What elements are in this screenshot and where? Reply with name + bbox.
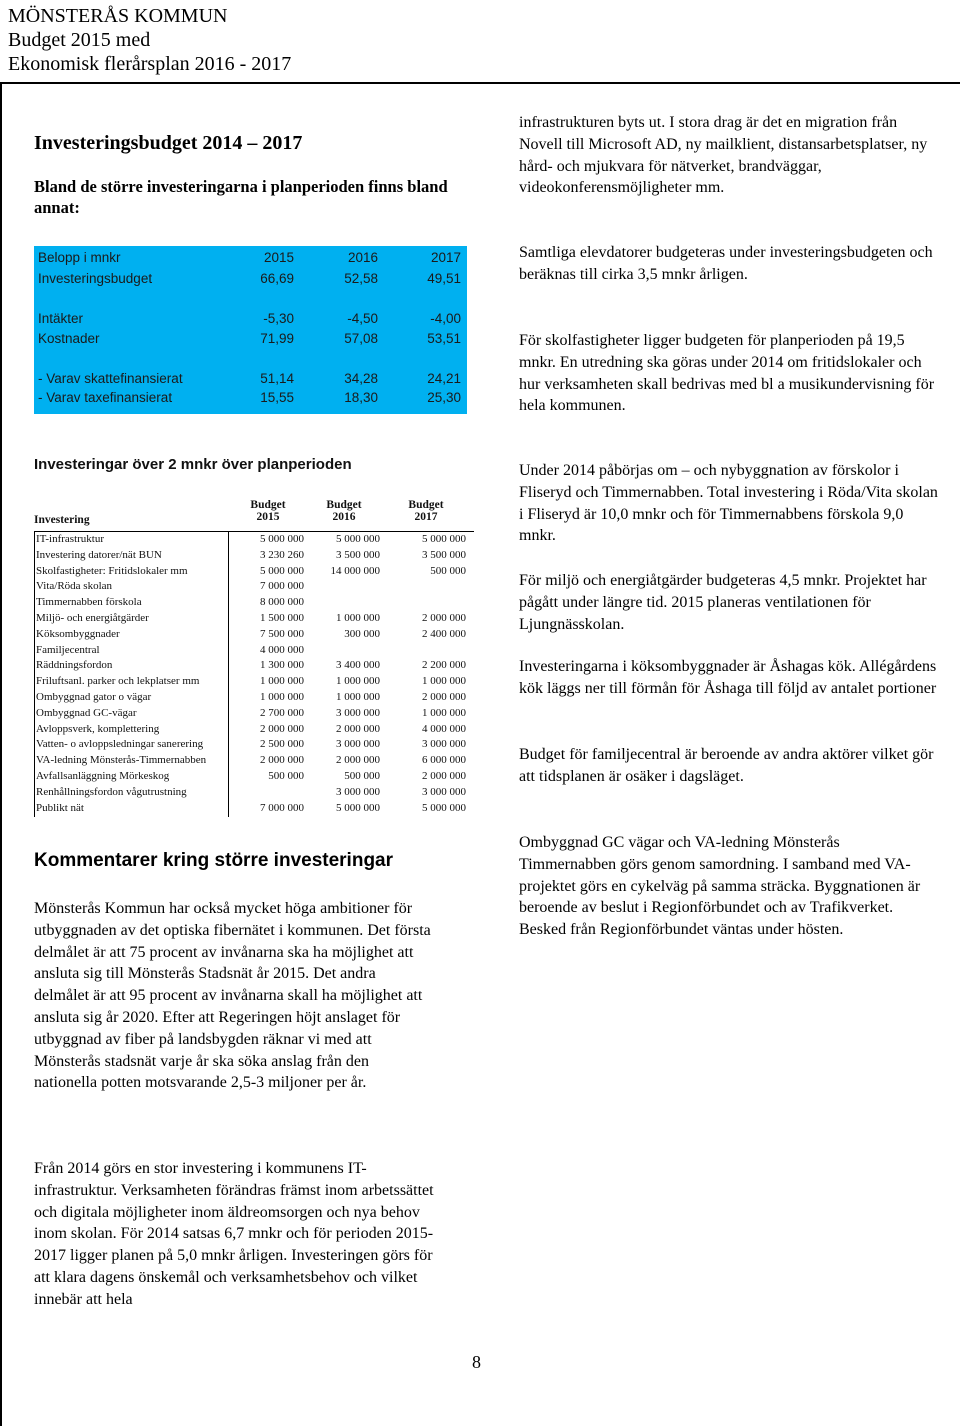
summary-value: 15,55 (260, 390, 294, 405)
investment-name: Vita/Röda skolan (36, 580, 113, 593)
budget-2015-value: 5 000 000 (260, 533, 304, 545)
summary-row-label: Intäkter (38, 311, 84, 326)
budget-2015-value: 2 000 000 (260, 754, 304, 767)
summary-row-label: Kostnader (38, 331, 100, 346)
budget-2015-value: 8 000 000 (260, 596, 304, 609)
paragraph-infra-migration: infrastrukturen byts ut. I stora drag är det en migration från Novell till Microsoft AD, ny mailklient, distansarbetsplatser, ny hård- och mjukvara för nätverket, brandväggar, videokonferensmöjligheter mm. (519, 114, 928, 197)
investment-name: Skolfastigheter: Fritidslokaler mm (36, 564, 188, 577)
col-header-budget-2017 (404, 499, 448, 523)
summary-value: -4,00 (430, 311, 461, 326)
investment-row (34, 737, 474, 753)
col-header-budget-2015 (246, 499, 290, 523)
paragraph-school-buildings: För skolfastigheter ligger budgeten för planperioden på 19,5 mnkr. En utredning ska göras under 2014 om fritidslokaler och hur verksamheten skall bedrivas med bl a musikundervisning för hela kommunen. (519, 332, 935, 415)
budget-2016-value: 5 000 000 (336, 533, 380, 545)
paragraph-fiber: Mönsterås Kommun har också mycket höga ambitioner för utbyggnaden av det optiska fibernätet i kommunen. Det första delmålet är att 75 procent av invånarna ska ha möjlighet att ansluta sig till Mönsterås Stadsnät år 2015. Det andra delmålet är att 95 procent av invånarna skall ha möjlighet att ansluta sig år 2020. Efter att Regeringen höjt anslaget för utbyggnad av fiber på landsbygden räknar vi med att Mönsterås stadsnät varje år ska söka anslag från den nationella potten motsvarande 2,5-3 miljoner per år. (34, 900, 431, 1092)
budget-2017-value: 6 000 000 (422, 754, 466, 767)
budget-2016-value: 3 500 000 (336, 548, 380, 561)
investment-row (34, 548, 474, 564)
summary-row (34, 371, 467, 389)
summary-row (34, 271, 467, 289)
document-header (8, 4, 952, 76)
summary-row-label: - Varav taxefinansierat (38, 390, 173, 405)
investment-row (34, 643, 474, 659)
paragraph-energy: För miljö och energiåtgärder budgeteras 4,5 mnkr. Projektet har pågått under längre tid. 2015 planeras ventilationen för Ljungnässkolan. (519, 572, 927, 633)
left-margin-rule (0, 84, 2, 1426)
paragraph-family-center: Budget för familjecentral är beroende av andra aktörer vilket gör att tidsplanen är osäker i dagsläget. (519, 746, 934, 785)
budget-2017-value: 2 200 000 (422, 659, 466, 672)
investment-name: Köksombyggnader (36, 627, 120, 640)
budget-2016-value: 2 000 000 (336, 754, 380, 767)
paragraph-kitchens: Investeringarna i köksombyggnader är Åshagas kök. Allégårdens kök läggs ner till förmån för Åshaga till följd av antalet portioner (519, 658, 937, 697)
col-header-budget-2016 (322, 499, 366, 523)
budget-2016-value: 3 400 000 (336, 659, 380, 672)
budget-2016-value: 3 000 000 (336, 706, 380, 719)
budget-2015-value: 1 500 000 (260, 611, 304, 624)
paragraph-student-computers: Samtliga elevdatorer budgeteras under investeringsbudgeten och beräknas till cirka 3,5 mnkr årligen. (519, 244, 933, 283)
summary-value: 57,08 (344, 331, 378, 346)
investment-row (34, 532, 474, 548)
budget-2017-value: 1 000 000 (422, 675, 466, 688)
summary-row (34, 311, 467, 329)
summary-header-2015: 2015 (263, 250, 294, 265)
budget-2017-value: 3 500 000 (422, 548, 466, 561)
summary-value: -4,50 (347, 311, 378, 326)
investment-row (34, 579, 474, 595)
investment-row (34, 611, 474, 627)
budget-2016-value: 2 000 000 (336, 722, 380, 735)
summary-value: 53,51 (427, 331, 461, 346)
budget-word: Budget (408, 499, 444, 511)
header-plan: Ekonomisk flerårsplan 2016 - 2017 (8, 53, 292, 75)
budget-2017-value: 500 000 (430, 564, 466, 577)
comments-title: Kommentarer kring större investeringar (34, 850, 394, 871)
page-number: 8 (472, 1352, 481, 1372)
budget-2015-value: 2 500 000 (260, 738, 304, 751)
budget-2015-value: 500 000 (268, 769, 304, 782)
investment-row (34, 690, 474, 706)
investments-table (34, 497, 474, 816)
budget-2015-value: 7 500 000 (260, 627, 304, 640)
investment-name: Räddningsfordon (36, 659, 113, 672)
summary-value: 18,30 (344, 390, 378, 405)
investment-name: Renhållningsfordon vågutrustning (36, 785, 187, 798)
budget-2016-value: 1 000 000 (336, 611, 380, 624)
summary-value: 49,51 (427, 271, 461, 286)
budget-2016-value: 5 000 000 (336, 801, 380, 814)
budget-2017-value: 5 000 000 (422, 533, 466, 545)
budget-2016-value: 500 000 (344, 769, 380, 782)
investment-name: Familjecentral (36, 643, 100, 656)
investment-row (34, 595, 474, 611)
investment-row (34, 564, 474, 580)
investment-name: Ombyggnad GC-vägar (36, 706, 137, 719)
investments-title: Investeringar över 2 mnkr över planperioden (34, 456, 352, 473)
section-intro: Bland de större investeringarna i planperioden finns bland annat: (34, 177, 448, 217)
investment-row (34, 658, 474, 674)
budget-2015-value: 1 000 000 (260, 690, 304, 703)
budget-2015-value: 2 000 000 (260, 722, 304, 735)
investment-name: VA-ledning Mönsterås-Timmernabben (36, 754, 207, 767)
year-2017: 2017 (414, 511, 438, 523)
summary-value: 51,14 (260, 371, 294, 386)
year-2015: 2015 (256, 511, 280, 523)
investment-name: Ombyggnad gator o vägar (36, 690, 152, 703)
summary-row (34, 390, 467, 408)
summary-header-2016: 2016 (347, 250, 378, 265)
investment-name: Timmernabben förskola (36, 596, 142, 609)
header-rule (0, 82, 960, 84)
summary-table (34, 246, 467, 414)
budget-2017-value: 3 000 000 (422, 738, 466, 751)
summary-value: -5,30 (263, 311, 294, 326)
year-2016: 2016 (332, 511, 356, 523)
investments-table-header (34, 497, 474, 532)
summary-value: 24,21 (427, 371, 461, 386)
investment-name: Vatten- o avloppsledningar sanerering (36, 738, 204, 751)
budget-2017-value: 3 000 000 (422, 785, 466, 798)
investment-row (34, 785, 474, 801)
budget-2015-value: 1 000 000 (260, 675, 304, 688)
summary-value: 71,99 (260, 331, 294, 346)
budget-2017-value: 1 000 000 (422, 706, 466, 719)
investment-name: Avloppsverk, komplettering (36, 722, 160, 735)
budget-2017-value: 2 000 000 (422, 611, 466, 624)
summary-row (34, 331, 467, 349)
summary-header-row (34, 250, 467, 268)
left-column-top (34, 130, 484, 218)
budget-2016-value: 1 000 000 (336, 675, 380, 688)
col-header-investment: Investering (34, 514, 90, 526)
budget-2017-value: 2 000 000 (422, 769, 466, 782)
summary-header-2017: 2017 (430, 250, 461, 265)
budget-word: Budget (326, 499, 362, 511)
budget-2015-value: 2 700 000 (260, 706, 304, 719)
investment-name: Miljö- och energiåtgärder (36, 611, 149, 624)
investment-name: IT-infrastruktur (36, 533, 105, 545)
investment-name: Friluftsanl. parker och lekplatser mm (36, 675, 200, 688)
investment-name: Publikt nät (36, 801, 84, 814)
investment-name: Investering datorer/nät BUN (36, 548, 162, 561)
paragraph-it-infrastructure: Från 2014 görs en stor investering i kommunens IT-infrastruktur. Verksamheten förändras främst inom arbetssättet och digitala möjligheter inom äldreomsorgen och nya behov inom skolan. För 2014 satsas 6,7 mnkr och för perioden 2015-2017 ligger planen på 5,0 mnkr årligen. Investeringen görs för att klara dagens önskemål och verksamhetsbehov och vilket innebär att hela (34, 1160, 434, 1308)
budget-2015-value: 7 000 000 (260, 801, 304, 814)
budget-word: Budget (250, 499, 286, 511)
paragraph-preschools: Under 2014 påbörjas om – och nybyggnation av förskolor i Fliseryd och Timmernabben. Total investering i Röda/Vita skolan i Fliseryd är 10,0 mnkr och för Timmernabbens förskola 9,0 mnkr. (519, 462, 938, 545)
budget-2017-value: 2 000 000 (422, 690, 466, 703)
budget-2017-value: 4 000 000 (422, 722, 466, 735)
summary-header-label: Belopp i mnkr (38, 250, 121, 265)
header-municipality: MÖNSTERÅS KOMMUN (8, 5, 228, 27)
summary-row-label: Investeringsbudget (38, 271, 153, 286)
investment-row (34, 769, 474, 785)
investment-row (34, 753, 474, 769)
investments-rows (34, 532, 474, 816)
summary-value: 66,69 (260, 271, 294, 286)
budget-2017-value: 5 000 000 (422, 801, 466, 814)
budget-2015-value: 5 000 000 (260, 564, 304, 577)
paragraph-gc-roads: Ombyggnad GC vägar och VA-ledning Mönsterås Timmernabben görs genom samordning. I samband med VA-projektet görs en cykelväg på samma sträcka. Byggnationen är beroende av beslut i Regionförbundet och av Trafikverket. Besked från Regionförbundet väntas under hösten. (519, 834, 921, 939)
investment-row (34, 722, 474, 738)
investment-row (34, 627, 474, 643)
budget-2015-value: 4 000 000 (260, 643, 304, 656)
summary-value: 25,30 (427, 390, 461, 405)
summary-value: 52,58 (344, 271, 378, 286)
budget-2016-value: 14 000 000 (330, 564, 380, 577)
budget-2016-value: 300 000 (344, 627, 380, 640)
section-title: Investeringsbudget 2014 – 2017 (34, 132, 303, 154)
budget-2015-value: 1 300 000 (260, 659, 304, 672)
budget-2016-value: 3 000 000 (336, 738, 380, 751)
investment-row (34, 801, 474, 817)
budget-2015-value: 3 230 260 (260, 548, 304, 561)
summary-value: 34,28 (344, 371, 378, 386)
investment-row (34, 674, 474, 690)
header-budget: Budget 2015 med (8, 29, 151, 51)
investment-row (34, 706, 474, 722)
investment-name: Avfallsanläggning Mörkeskog (36, 769, 170, 782)
budget-2015-value: 7 000 000 (260, 580, 304, 593)
budget-2017-value: 2 400 000 (422, 627, 466, 640)
budget-2016-value: 3 000 000 (336, 785, 380, 798)
summary-row-label: - Varav skattefinansierat (38, 371, 183, 386)
budget-2016-value: 1 000 000 (336, 690, 380, 703)
